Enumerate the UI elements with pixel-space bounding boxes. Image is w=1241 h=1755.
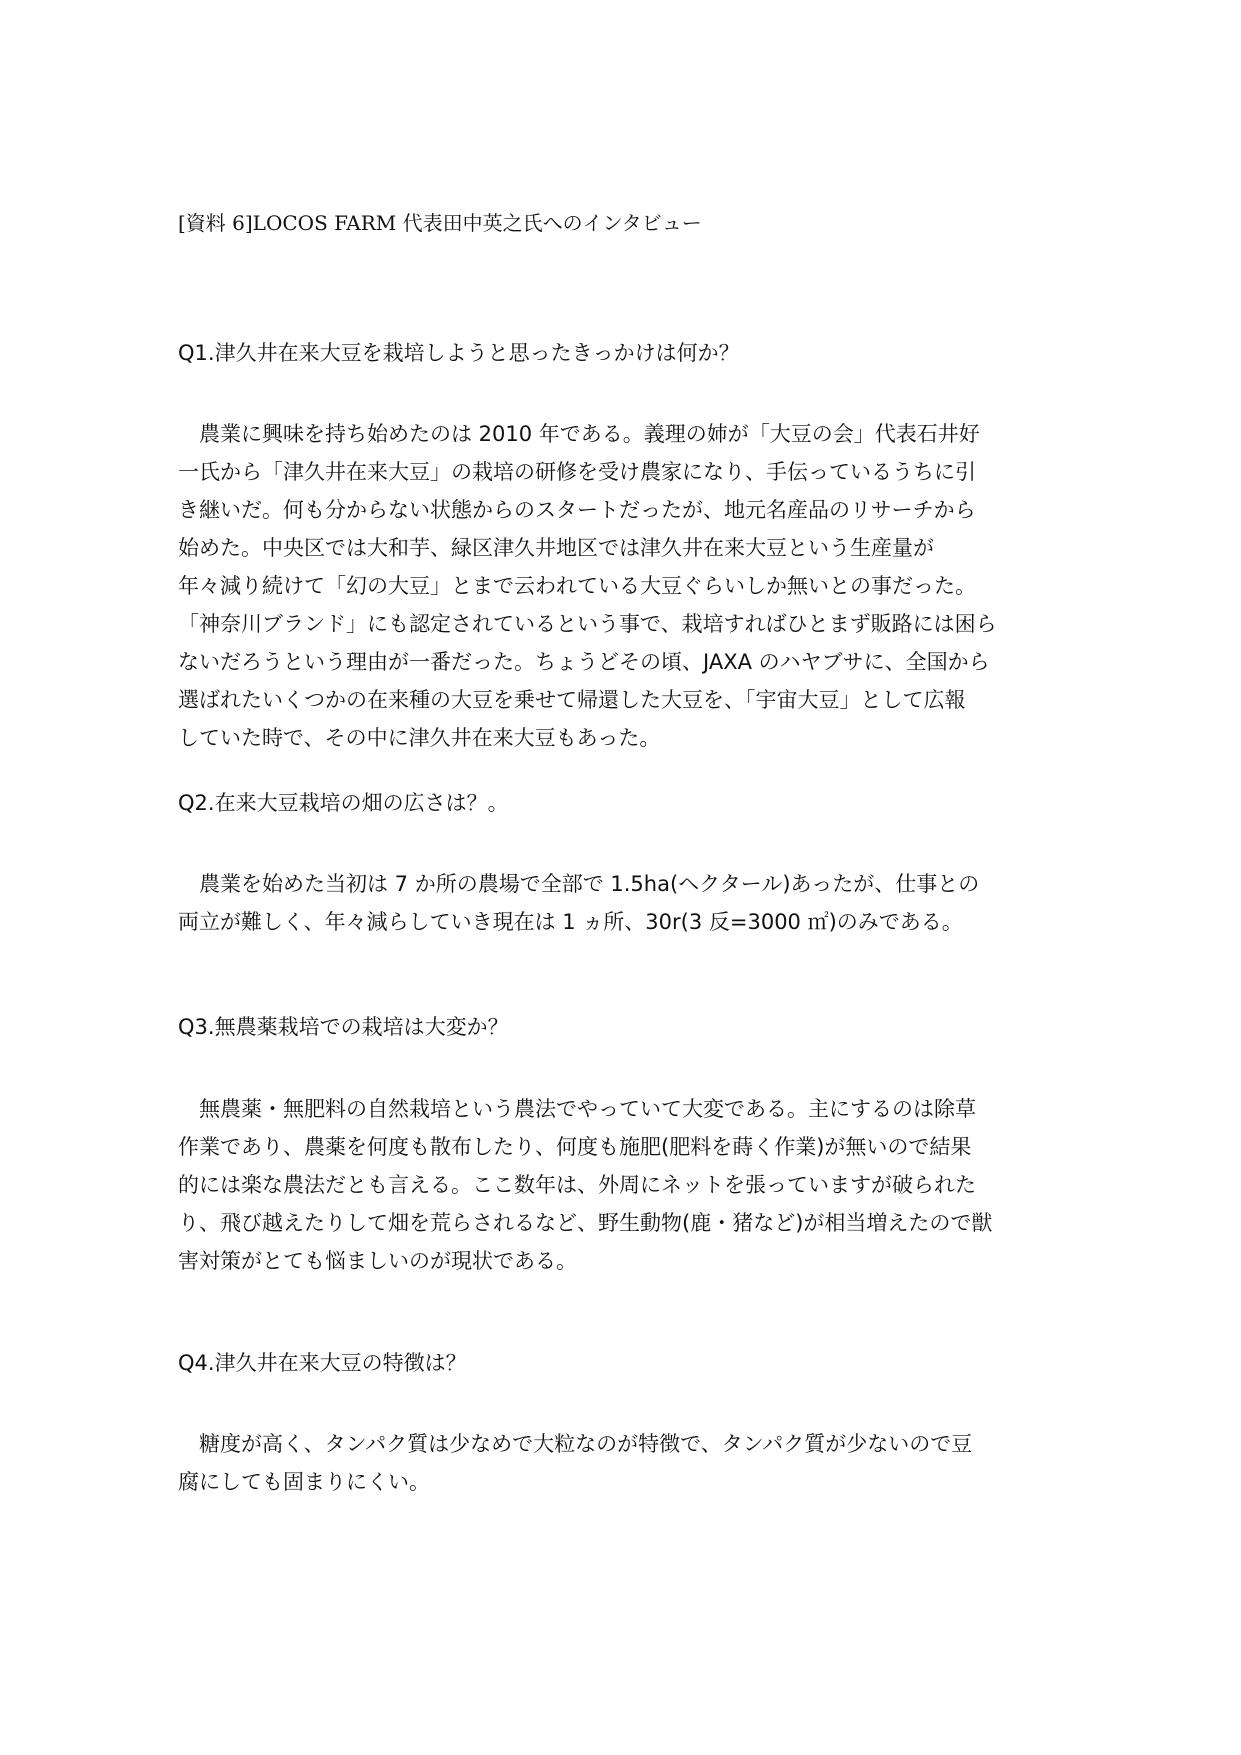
answer-1-line: 「神奈川ブランド」にも認定されているという事で、栽培すればひとまず販路には困ら: [178, 612, 997, 636]
answer-1-line: 農業に興味を持ち始めたのは 2010 年である。義理の姉が「大豆の会」代表石井好: [178, 422, 980, 446]
answer-1-line: 年々減り続けて「幻の大豆」とまで云われている大豆ぐらいしか無いとの事だった。: [178, 574, 976, 598]
question-4: Q4.津久井在来大豆の特徴は？: [178, 1351, 467, 1375]
answer-2-line: 両立が難しく、年々減らしていき現在は 1 ヵ所、30r(3 反=3000 ㎡)のみである。: [178, 910, 963, 934]
answer-1-line: していた時で、その中に津久井在来大豆もあった。: [178, 726, 661, 750]
question-3: Q3.無農薬栽培での栽培は大変か？: [178, 1015, 509, 1039]
answer-2: [178, 865, 1068, 941]
answer-3: [178, 1090, 1068, 1280]
answer-3-line: 的には楽な農法だとも言える。ここ数年は、外周にネットを張っていますが破られた: [178, 1173, 976, 1197]
question-1: Q1.津久井在来大豆を栽培しようと思ったきっかけは何か？: [178, 341, 740, 365]
answer-2-line: 農業を始めた当初は 7 か所の農場で全部で 1.5ha(ヘクタール)あったが、仕事との: [178, 872, 980, 896]
answer-4-line: 腐にしても固まりにくい。: [178, 1470, 430, 1494]
answer-1-line: き継いだ。何も分からない状態からのスタートだったが、地元名産品のリサーチから: [178, 498, 976, 522]
document-title: [資料 6]LOCOS FARM 代表田中英之氏へのインタビュー: [178, 211, 702, 235]
answer-1-line: 一氏から「津久井在来大豆」の栽培の研修を受け農家になり、手伝っているうちに引: [178, 460, 976, 484]
answer-1-line: 始めた。中央区では大和芋、緑区津久井地区では津久井在来大豆という生産量が: [178, 536, 934, 560]
answer-3-line: 作業であり、農薬を何度も散布したり、何度も施肥(肥料を蒔く作業)が無いので結果: [178, 1135, 972, 1159]
answer-1: [178, 415, 1068, 757]
answer-1-line: ないだろうという理由が一番だった。ちょうどその頃、JAXA のハヤブサに、全国から: [178, 650, 990, 674]
answer-3-line: り、飛び越えたりして畑を荒らされるなど、野生動物(鹿・猪など)が相当増えたので獣: [178, 1211, 993, 1235]
answer-3-line: 害対策がとても悩ましいのが現状である。: [178, 1249, 577, 1273]
answer-4-line: 糖度が高く、タンパク質は少なめで大粒なのが特徴で、タンパク質が少ないので豆: [178, 1432, 973, 1456]
question-2: Q2.在来大豆栽培の畑の広さは？。: [178, 791, 509, 815]
answer-1-line: 選ばれたいくつかの在来種の大豆を乗せて帰還した大豆を、「宇宙大豆」として広報: [178, 688, 966, 712]
answer-4: [178, 1425, 1068, 1501]
answer-3-line: 無農薬・無肥料の自然栽培という農法でやっていて大変である。主にするのは除草: [178, 1097, 976, 1121]
